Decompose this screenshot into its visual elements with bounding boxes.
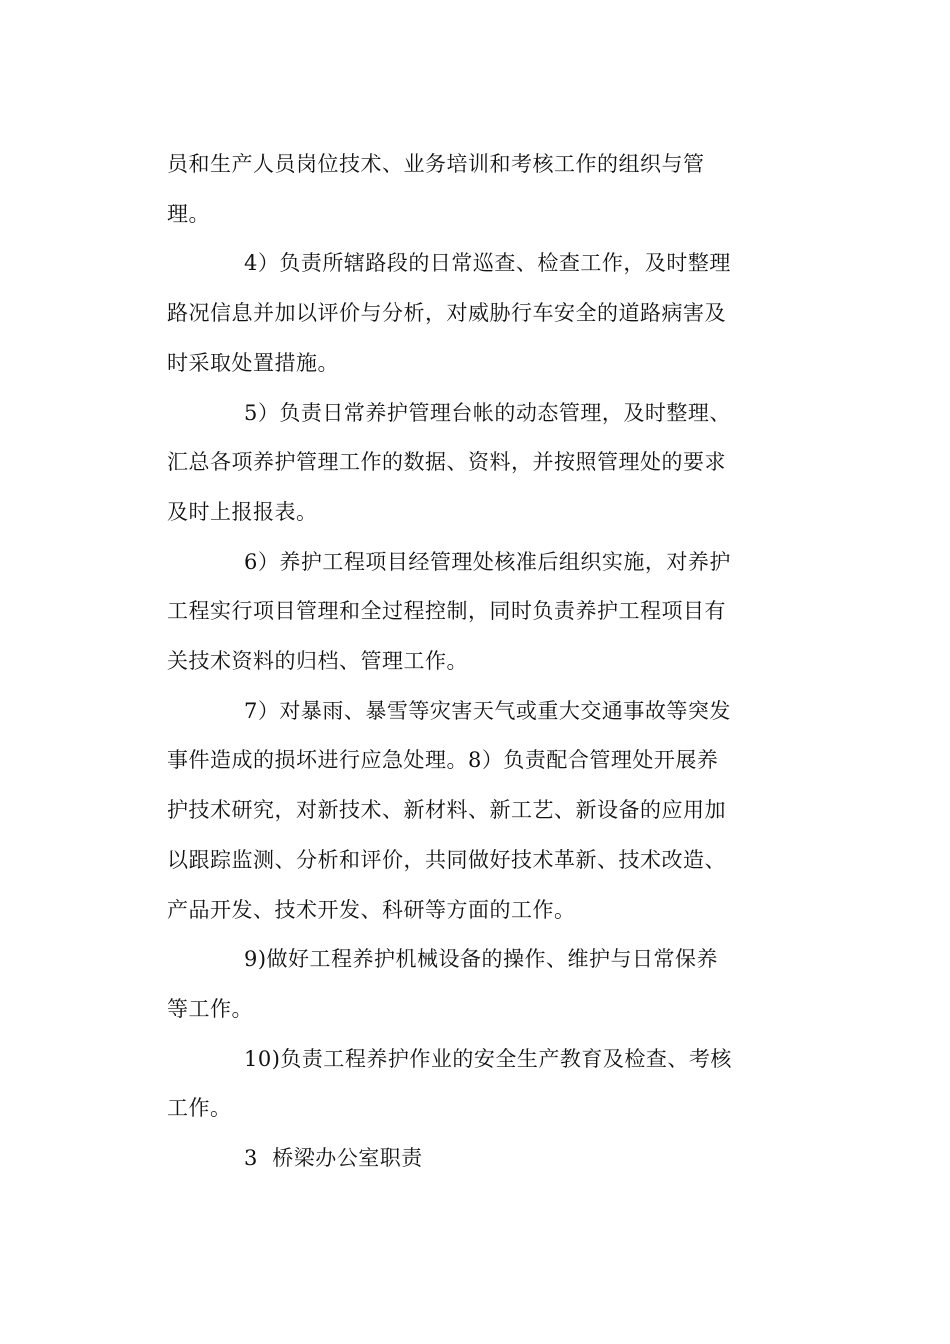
text-line: 9)做好工程养护机械设备的操作、维护与日常保养 [244,947,719,972]
paragraph-item-5 [167,389,747,538]
text-line: 关技术资料的归档、管理工作。 [167,649,468,674]
text-line: 5）负责日常养护管理台帐的动态管理，及时整理、 [244,400,731,425]
text-line: 10)负责工程养护作业的安全生产教育及检查、考核 [244,1046,732,1071]
section-heading-bridge-office [167,1134,747,1184]
text-line: 理。 [167,201,210,226]
document-body [167,140,747,1184]
text-line: 事件造成的损坏进行应急处理。8）负责配合管理处开展养 [167,748,719,773]
text-line: 等工作。 [167,996,253,1021]
text-line: 员和生产人员岗位技术、业务培训和考核工作的组织与管 [167,152,705,176]
text-line: 及时上报报表。 [167,499,318,524]
text-line: 以跟踪监测、分析和评价，共同做好技术革新、技术改造、 [167,847,726,872]
text-line: 6）养护工程项目经管理处核准后组织实施，对养护 [244,549,731,574]
text-line: 时采取处置措施。 [167,350,339,375]
text-line: 汇总各项养护管理工作的数据、资料，并按照管理处的要求 [167,450,726,475]
text-line: 工作。 [167,1096,232,1121]
text-line: 工程实行项目管理和全过程控制，同时负责养护工程项目有 [167,599,726,624]
text-line: 产品开发、技术开发、科研等方面的工作。 [167,897,576,922]
paragraph-training-continuation [167,140,747,239]
paragraph-item-6 [167,538,747,687]
text-line: 护技术研究，对新技术、新材料、新工艺、新设备的应用加 [167,798,726,823]
heading-line: 3 桥梁办公室职责 [244,1146,423,1171]
text-line: 路况信息并加以评价与分析，对威胁行车安全的道路病害及 [167,301,726,326]
paragraph-item-9 [167,935,747,1034]
paragraph-item-10 [167,1035,747,1134]
paragraph-item-7-8 [167,687,747,936]
text-line: 4）负责所辖路段的日常巡查、检查工作，及时整理 [244,251,731,276]
paragraph-item-4 [167,239,747,388]
text-line: 7）对暴雨、暴雪等灾害天气或重大交通事故等突发 [244,698,731,723]
